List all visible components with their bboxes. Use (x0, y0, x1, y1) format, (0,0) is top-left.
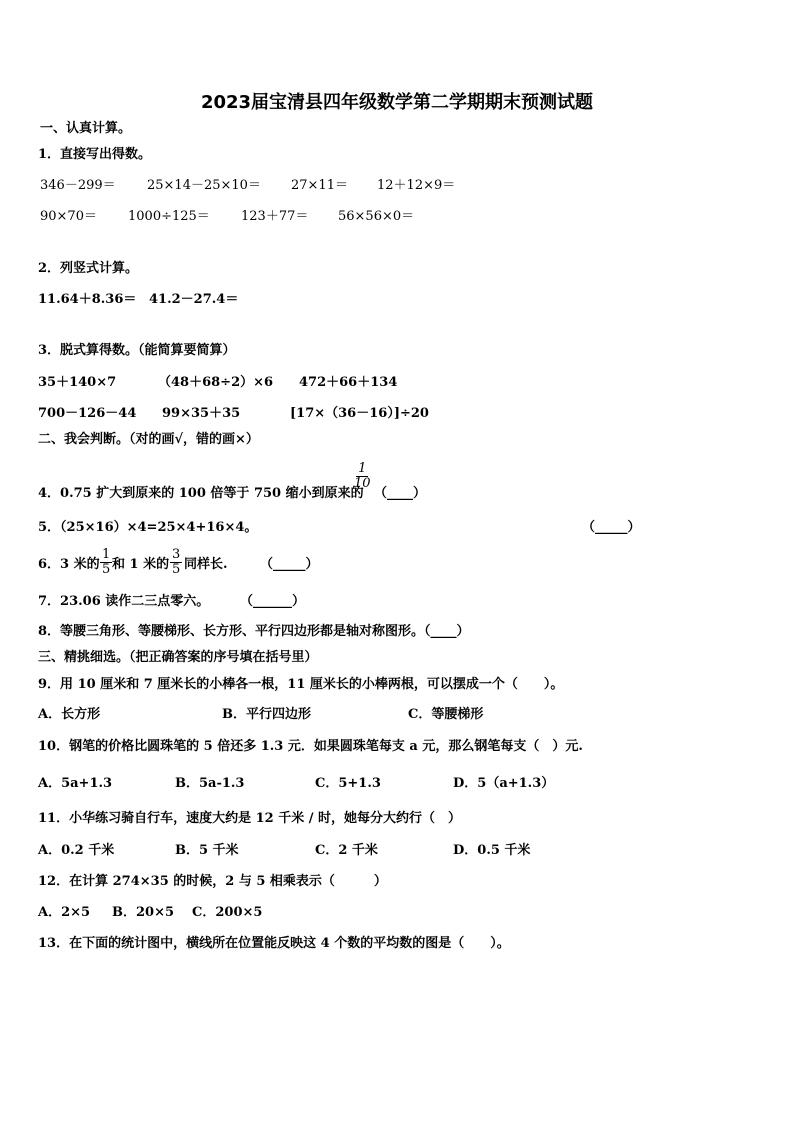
q3-item: 35＋140×7 (38, 375, 117, 390)
q2-item: 41.2－27.4＝ (149, 292, 239, 307)
q6-text-post: 同样长. (184, 557, 228, 572)
q11-option-b[interactable]: B．5 千米 (175, 843, 239, 858)
q11-option-c[interactable]: C．2 千米 (315, 843, 378, 858)
q3-item: [17×（36－16）]÷20 (290, 406, 429, 421)
q3-label: 3．脱式算得数。（能简算要简算） (38, 343, 236, 358)
q13-text: 13．在下面的统计图中，横线所在位置能反映这 4 个数的平均数的图是（ ）。 (38, 936, 510, 951)
q3-item: （48＋68÷2）×6 (158, 375, 274, 390)
q1-label: 1．直接写出得数。 (38, 147, 152, 162)
q4-text: 4．0.75 扩大到原来的 100 倍等于 750 缩小到原来的 (38, 486, 364, 501)
q6-fraction-2 (170, 548, 182, 577)
q12-option-a[interactable]: A．2×5 (38, 905, 91, 920)
q7-text: 7．23.06 读作二三点零六。 (38, 594, 210, 609)
fraction-numerator: 3 (172, 547, 181, 562)
q1-item: 90×70＝ (40, 209, 97, 224)
section2-heading: 二、我会判断。（对的画√，错的画×） (38, 432, 259, 447)
q10-option-d[interactable]: D．5（a+1.3） (453, 776, 555, 791)
q9-text: 9．用 10 厘米和 7 厘米长的小棒各一根，11 厘米长的小棒两根，可以摆成一个（ ）。 (38, 677, 564, 692)
q1-item: 27×11＝ (291, 178, 348, 193)
q10-text: 10．钢笔的价格比圆珠笔的 5 倍还多 1.3 元．如果圆珠笔每支 a 元，那么钢笔每支（ ）元. (38, 739, 583, 754)
q1-item: 346－299＝ (40, 178, 116, 193)
q11-option-d[interactable]: D．0.5 千米 (453, 843, 531, 858)
fraction-numerator: 1 (102, 547, 111, 562)
q9-option-b[interactable]: B．平行四边形 (222, 707, 311, 722)
q6-text-mid: 和 1 米的 (112, 557, 170, 572)
q5-answer-blank[interactable]: （_____） (582, 520, 641, 535)
q10-option-b[interactable]: B．5a-1.3 (175, 776, 245, 791)
page-title: 2023届宝清县四年级数学第二学期期末预测试题 (200, 92, 594, 113)
fraction-denominator: 5 (172, 562, 181, 577)
q4-answer-blank[interactable]: （____） (374, 486, 427, 501)
q12-text: 12．在计算 274×35 的时候，2 与 5 相乘表示（ ） (38, 874, 387, 889)
q6-answer-blank[interactable]: （_____） (260, 557, 319, 572)
q3-item: 472＋66＋134 (299, 375, 398, 390)
q7-answer-blank[interactable]: （______） (240, 594, 306, 609)
q12-option-b[interactable]: B．20×5 (112, 905, 175, 920)
q2-label: 2．列竖式计算。 (38, 261, 139, 276)
q9-option-a[interactable]: A．长方形 (38, 707, 101, 722)
q5-text: 5．（25×16）×4=25×4+16×4。 (38, 520, 258, 535)
q12-option-c[interactable]: C．200×5 (192, 905, 263, 920)
q10-option-a[interactable]: A．5a+1.3 (38, 776, 113, 791)
q1-item: 56×56×0＝ (338, 209, 415, 224)
section1-heading: 一、认真计算。 (40, 121, 132, 136)
q1-item: 12＋12×9＝ (377, 178, 456, 193)
q11-text: 11．小华练习骑自行车，速度大约是 12 千米 / 时，她每分大约行（ ） (38, 811, 462, 826)
q10-option-c[interactable]: C．5+1.3 (315, 776, 381, 791)
fraction-numerator: 1 (358, 461, 367, 476)
q3-item: 700－126－44 (38, 406, 137, 421)
q11-option-a[interactable]: A．0.2 千米 (38, 843, 115, 858)
q1-item: 25×14－25×10＝ (147, 178, 261, 193)
q6-text-pre: 6．3 米的 (38, 557, 100, 572)
section3-heading: 三、精挑细选。（把正确答案的序号填在括号里） (38, 650, 318, 665)
fraction-denominator: 5 (102, 562, 111, 577)
q4-fraction (352, 462, 373, 491)
q8-text: 8．等腰三角形、等腰梯形、长方形、平行四边形都是轴对称图形。（____） (38, 624, 470, 639)
q1-item: 1000÷125＝ (128, 209, 210, 224)
q3-item: 99×35＋35 (162, 406, 241, 421)
q9-option-c[interactable]: C．等腰梯形 (408, 707, 484, 722)
q6-fraction-1 (100, 548, 112, 577)
q1-item: 123＋77＝ (241, 209, 309, 224)
fraction-denominator: 10 (354, 476, 371, 491)
q2-item: 11.64＋8.36＝ (38, 292, 137, 307)
